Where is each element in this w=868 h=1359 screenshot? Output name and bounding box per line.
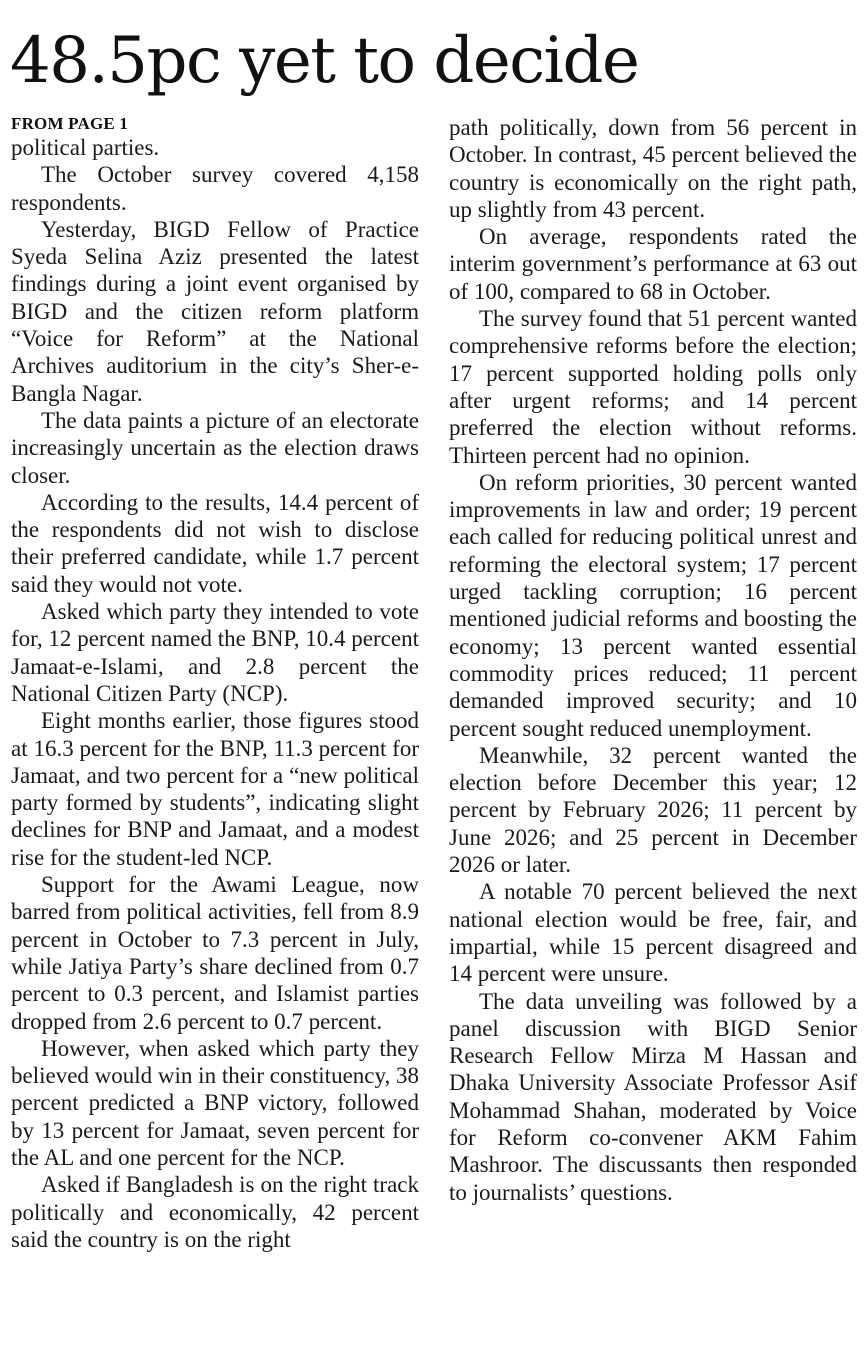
article-paragraph: The data unveiling was followed by a panel discussion with BIGD Senior Research Fellow Mirza M Hassan and Dhaka University Associate Professor Asif Mohammad Shahan, moderated by Voice for Reform co-convener AKM Fahim Mashroor. The discussants then responded to journalists’ questions. <box>449 988 857 1205</box>
article-paragraph: political parties. <box>11 135 160 160</box>
article-paragraph: On average, respondents rated the interim government’s performance at 63 out of 100, compared to 68 in October. <box>449 224 857 304</box>
article-paragraph: Support for the Awami League, now barred from political activities, fell from 8.9 percent in October to 7.3 percent in July, while Jatiya Party’s share declined from 0.7 percent to 0.3 percent, and Islamist parties dropped from 2.6 percent to 0.7 percent. <box>11 872 419 1034</box>
article-paragraph: Eight months earlier, those figures stood at 16.3 percent for the BNP, 11.3 percent for Jamaat, and two percent for a “new political party formed by students”, indicating slight declines for BNP and Jamaat, and a modest rise for the student-led NCP. <box>11 708 419 870</box>
article-headline: 48.5pc yet to decide <box>10 24 639 98</box>
article-paragraph: Asked if Bangladesh is on the right track politically and economically, 42 percent said the country is on the right <box>11 1172 419 1252</box>
article-paragraph: path politically, down from 56 percent in October. In contrast, 45 percent believed the country is economically on the right path, up slightly from 43 percent. <box>449 115 857 222</box>
article-column-right <box>449 114 857 1206</box>
article-paragraph: Yesterday, BIGD Fellow of Practice Syeda Selina Aziz presented the latest findings during a joint event organised by BIGD and the citizen reform platform “Voice for Reform” at the National Archives auditorium in the city’s Sher-e-Bangla Nagar. <box>11 216 419 406</box>
article-paragraph: The survey found that 51 percent wanted comprehensive reforms before the election; 17 percent supported holding polls only after urgent reforms; and 14 percent preferred the election without reforms. Thirteen percent had no opinion. <box>449 306 857 468</box>
article-paragraph: The data paints a picture of an electorate increasingly uncertain as the election draws closer. <box>11 407 419 488</box>
article-column-left <box>11 114 419 1253</box>
article-paragraph: The October survey covered 4,158 respondents. <box>11 162 419 215</box>
article-paragraph: However, when asked which party they believed would win in their constituency, 38 percent predicted a BNP victory, followed by 13 percent for Jamaat, seven percent for the AL and one percent for the NCP. <box>11 1035 419 1170</box>
article-paragraph: Meanwhile, 32 percent wanted the election before December this year; 12 percent by February 2026; 11 percent by June 2026; and 25 percent in December 2026 or later. <box>449 742 857 878</box>
continuation-kicker: FROM PAGE 1 <box>11 114 129 133</box>
article-paragraph: A notable 70 percent believed the next national election would be free, fair, and impartial, while 15 percent disagreed and 14 percent were unsure. <box>449 879 857 987</box>
article-paragraph: According to the results, 14.4 percent of the respondents did not wish to disclose their preferred candidate, while 1.7 percent said they would not vote. <box>11 489 419 597</box>
article-paragraph: Asked which party they intended to vote for, 12 percent named the BNP, 10.4 percent Jamaat-e-Islami, and 2.8 percent the National Citizen Party (NCP). <box>11 599 419 706</box>
article-paragraph: On reform priorities, 30 percent wanted improvements in law and order; 19 percent each called for reducing political unrest and reforming the electoral system; 17 percent urged tackling corruption; 16 percent mentioned judicial reforms and boosting the economy; 13 percent wanted essential commodity prices reduced; 11 percent demanded improved security; and 10 percent sought reduced unemployment. <box>449 469 857 741</box>
